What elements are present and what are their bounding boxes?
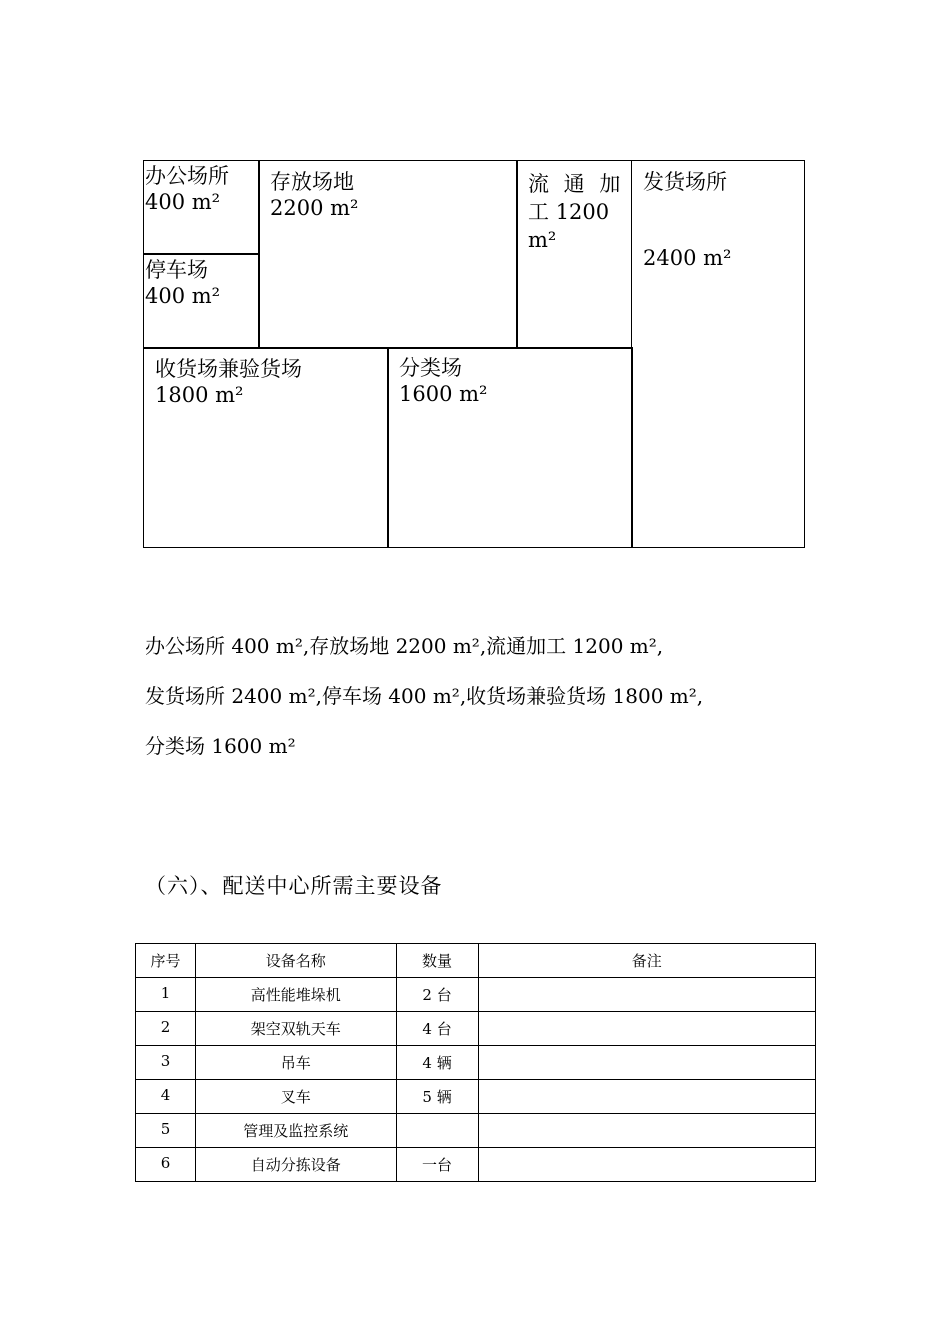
storage-name: 存放场地 — [270, 170, 354, 194]
row-quantity: 2 台 — [396, 978, 478, 1012]
row-quantity: 4 台 — [396, 1012, 478, 1046]
parking-zone — [145, 257, 220, 309]
storage-zone — [270, 169, 358, 221]
row-name: 管理及监控系统 — [195, 1114, 396, 1148]
office-area: 400 m² — [145, 190, 221, 214]
receiving-name: 收货场兼验货场 — [155, 357, 302, 381]
shipping-zone — [643, 169, 731, 271]
row-index: 5 — [136, 1114, 196, 1148]
office-name: 办公场所 — [145, 164, 229, 188]
shipping-area: 2400 m² — [643, 246, 732, 270]
row-remarks — [478, 1114, 816, 1148]
table-header-row — [136, 944, 816, 978]
receiving-area: 1800 m² — [155, 383, 244, 407]
row-name: 高性能堆垛机 — [195, 978, 396, 1012]
table-row — [136, 1148, 816, 1182]
receiving-zone — [155, 356, 302, 408]
table-row — [136, 1080, 816, 1114]
table-row — [136, 1114, 816, 1148]
equipment-table — [135, 943, 816, 1182]
row-remarks — [478, 1148, 816, 1182]
row-name: 自动分拣设备 — [195, 1148, 396, 1182]
row-name: 架空双轨天车 — [195, 1012, 396, 1046]
processing-zone — [528, 170, 622, 254]
parking-name: 停车场 — [145, 258, 208, 282]
row-name: 吊车 — [195, 1046, 396, 1080]
sorting-zone — [399, 355, 487, 407]
row-index: 4 — [136, 1080, 196, 1114]
summary-line-2: 发货场所 2400 m²,停车场 400 m²,收货场兼验货场 1800 m², — [145, 684, 704, 708]
summary-line-1: 办公场所 400 m²,存放场地 2200 m²,流通加工 1200 m², — [145, 634, 664, 658]
row-quantity: 一台 — [396, 1148, 478, 1182]
row-index: 1 — [136, 978, 196, 1012]
row-quantity: 4 辆 — [396, 1046, 478, 1080]
row-remarks — [478, 1012, 816, 1046]
processing-area: 1200 m² — [528, 200, 610, 252]
header-remarks: 备注 — [478, 944, 816, 978]
sorting-area: 1600 m² — [399, 382, 488, 406]
row-quantity — [396, 1114, 478, 1148]
table-row — [136, 1012, 816, 1046]
office-zone — [145, 163, 229, 215]
row-remarks — [478, 978, 816, 1012]
row-index: 2 — [136, 1012, 196, 1046]
row-index: 6 — [136, 1148, 196, 1182]
header-name: 设备名称 — [195, 944, 396, 978]
summary-line-3: 分类场 1600 m² — [145, 734, 296, 758]
table-row — [136, 1046, 816, 1080]
table-row — [136, 978, 816, 1012]
row-remarks — [478, 1080, 816, 1114]
row-name: 叉车 — [195, 1080, 396, 1114]
header-quantity: 数量 — [396, 944, 478, 978]
header-index: 序号 — [136, 944, 196, 978]
sorting-name: 分类场 — [399, 356, 462, 380]
storage-area: 2200 m² — [270, 196, 359, 220]
row-quantity: 5 辆 — [396, 1080, 478, 1114]
row-index: 3 — [136, 1046, 196, 1080]
parking-area: 400 m² — [145, 284, 221, 308]
shipping-name: 发货场所 — [643, 170, 727, 194]
row-remarks — [478, 1046, 816, 1080]
section-heading: （六）、配送中心所需主要设备 — [145, 874, 443, 898]
processing-name: 流 通 加 工 — [528, 172, 621, 224]
